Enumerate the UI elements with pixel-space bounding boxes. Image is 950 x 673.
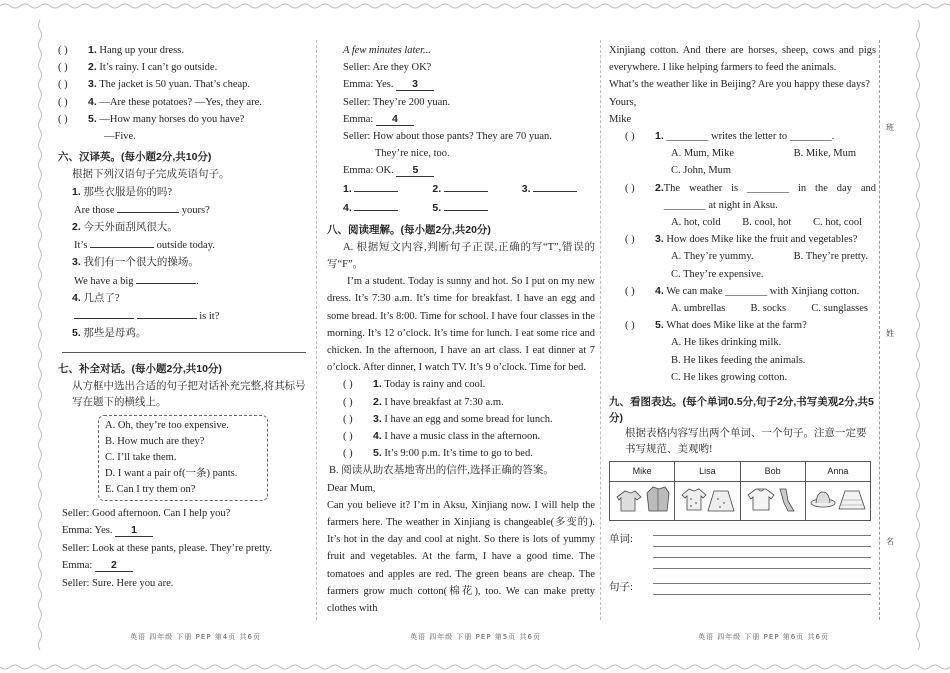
dialog-answer-blank[interactable]: 3 — [396, 78, 434, 91]
match-item: ( ) 3. The jacket is 50 yuan. That’s cheap. — [58, 78, 251, 91]
section-9-title: 九、看图表达。(每个单词0.5分,句子2分,书写美观2分,共5分) — [609, 396, 874, 425]
letter-closing: Yours, — [609, 96, 637, 108]
section-8a-instruction: A. 根据短文内容,判断句子正误,正确的写“T”,错误的写“F”。 — [327, 241, 595, 271]
tf-item: ( ) 1. Today is rainy and cool. — [343, 378, 486, 391]
section-9-instruction: 根据表格内容写出两个单词、一个句子。注意一定要书写规范、美观哟! — [625, 428, 867, 456]
column-middle — [327, 42, 595, 617]
match-item: ( ) 5. —How many horses do you have? — [58, 112, 245, 125]
mcq-item: ( ) 1. ________ writes the letter to ________. A. Mum, Mike B. Mike, Mum C. John, Mum — [625, 130, 856, 177]
side-mark: 班 — [886, 123, 894, 132]
side-mark: 姓 — [886, 329, 894, 338]
column-divider — [600, 40, 601, 620]
bottom-wave-border — [0, 663, 950, 673]
translation-answer: It’s outside today. — [58, 236, 308, 254]
dialog-part-1: Seller: Good afternoon. Can I help you? Emma: Yes. 1 Seller: Look at these pants, please. They’re pretty. Emma: 2 Seller: Sure. Here you are. — [62, 507, 273, 590]
scene-note: A few minutes later... — [343, 45, 431, 56]
translation-item: 5. 那些是母鸡。 — [72, 327, 147, 340]
answer-blank[interactable] — [354, 180, 398, 192]
sentence-label: 句子: — [609, 582, 633, 594]
table-header: Lisa — [675, 462, 740, 482]
answer-blank[interactable] — [136, 272, 196, 284]
tf-item: ( ) 4. I have a music class in the afternoon. — [343, 430, 541, 443]
column-left — [58, 42, 308, 593]
answer-line[interactable] — [62, 352, 306, 353]
tf-item: ( ) 2. I have breakfast at 7:30 a.m. — [343, 395, 504, 408]
dialog-answer-blank[interactable]: 4 — [376, 113, 414, 126]
anna-clothes-picture — [805, 482, 870, 521]
right-wave-border — [914, 0, 922, 673]
bob-clothes-picture — [740, 482, 805, 521]
table-header: Mike — [610, 462, 675, 482]
dialog-answer-blank[interactable]: 1 — [115, 524, 153, 537]
top-wave-border — [0, 0, 950, 10]
reading-passage-b-continued: Xinjiang cotton. And there are horses, sheep, cows and pigs everywhere. I like helping farmers to feed the animals. — [609, 45, 876, 74]
dialog-answer-blank[interactable]: 2 — [95, 559, 133, 572]
section-8-title: 八、阅读理解。(每小题2分,共20分) — [327, 223, 491, 236]
translation-item: 4. 几点了? — [72, 291, 120, 304]
translation-answer: We have a big . — [58, 272, 308, 290]
table-header: Anna — [805, 462, 870, 482]
answer-blank[interactable] — [137, 307, 197, 319]
tf-item: ( ) 5. It’s 9:00 p.m. It’s time to go to bed. — [343, 447, 533, 460]
section-7-title: 七、补全对话。(每小题2分,共10分) — [58, 363, 222, 376]
translation-item: 1. 那些衣服是你的吗? — [72, 185, 173, 198]
table-header: Bob — [740, 462, 805, 482]
reading-passage-b: Can you believe it? I’m in Aksu, Xinjiang now. I will help the farmers here. The weather in Xinjiang is changeable(多变的). It’s hot in the day and cool at night. So there is lots of yummy fruit and vegetables. At the farm, I have a good time. The tomatoes and apples are red. The green beans are cheap. The farmers grow much cotton(棉花), too. We can make pretty clothes with — [327, 499, 595, 615]
answer-line[interactable] — [653, 586, 871, 595]
column-right — [609, 42, 876, 597]
word-answer-area — [609, 527, 876, 571]
match-item: ( ) 1. Hang up your dress. — [58, 44, 184, 56]
option-item: D. I want a pair of(一条) pants. — [105, 467, 238, 479]
option-item: E. Can I try them on? — [105, 483, 196, 495]
mcq-item: ( ) 4. We can make ________ with Xinjiang cotton. A. umbrellas B. socks C. sunglasses — [625, 284, 868, 315]
options-box — [98, 415, 268, 501]
answer-blank[interactable] — [117, 201, 179, 213]
tf-item: ( ) 3. I have an egg and some bread for lunch. — [343, 412, 553, 425]
true-false-list — [327, 376, 595, 462]
section-7-instruction: 从方框中选出合适的句子把对话补充完整,将其标号写在题下的横线上。 — [72, 380, 306, 408]
shirt-jacket-icon — [613, 483, 671, 513]
answer-blank[interactable] — [74, 307, 134, 319]
match-item: ( ) 2. It’s rainy. I can’t go outside. — [58, 61, 218, 74]
clothes-table — [609, 461, 871, 521]
answer-blank[interactable] — [444, 180, 488, 192]
hat-skirt-icon — [809, 483, 867, 513]
dialog-part-2: Seller: Are they OK? Emma: Yes. 3 Seller: They’re 200 yuan. Emma: 4 Seller: How about those pants? They are 70 yuan. They’re nice, too. Emma: OK. 5 — [343, 62, 552, 177]
reading-passage-a: I’m a student. Today is sunny and hot. So I put on my new dress. It’s 7:30 a.m. It’s time for breakfast. I have an egg and some bread. It’s 8:00. Time for school. I have four classes in the morning. It’s 12 o’clock. It’s time for lunch. I eat some rice and chicken. In the afternoon, I have an art class. I eat dinner at 7 o’clock. After dinner, I watch TV. It’s 9 o’clock. Time for bed. — [327, 276, 595, 374]
answer-line[interactable] — [653, 549, 871, 558]
column-divider — [316, 40, 317, 620]
answer-blank[interactable] — [533, 180, 577, 192]
word-label: 单词: — [609, 534, 633, 546]
translation-answer: is it? — [58, 307, 308, 325]
answer-line[interactable] — [653, 527, 871, 536]
answer-line[interactable] — [653, 575, 871, 584]
mcq-item: ( ) 3. How does Mike like the fruit and vegetables? A. They’re yummy. B. They’re pretty. C. They’re expensive. — [625, 233, 868, 280]
translation-answer: Are those yours? — [58, 201, 308, 219]
mcq-item: ( ) 5. What does Mike like at the farm? A. He likes drinking milk. B. He likes feeding the animals. C. He likes growing cotton. — [625, 319, 807, 383]
option-item: A. Oh, they’re too expensive. — [105, 419, 229, 431]
binding-line — [879, 40, 880, 620]
answer-line[interactable] — [653, 538, 871, 547]
answer-line[interactable] — [653, 560, 871, 569]
page-footer: 英语 四年级 下册 PEP 第5页 共6页 — [410, 633, 541, 641]
letter-question: What’s the weather like in Beijing? Are you happy these days? — [609, 79, 870, 91]
answer-blanks: 1. 2. 3. 4. 5. — [327, 180, 595, 218]
option-item: B. How much are they? — [105, 435, 205, 447]
match-item-answer: —Five. — [104, 131, 136, 143]
option-item: C. I’ll take them. — [105, 451, 177, 463]
answer-blank[interactable] — [444, 199, 488, 211]
letter-signature: Mike — [609, 113, 632, 125]
sweater-scarf-icon — [744, 483, 802, 513]
section-6-title: 六、汉译英。(每小题2分,共10分) — [58, 151, 212, 164]
lisa-clothes-picture — [675, 482, 740, 521]
sentence-answer-area — [609, 575, 876, 597]
left-wave-border — [36, 0, 44, 673]
section-8b-instruction: B. 阅读从助农基地寄出的信件,选择正确的答案。 — [329, 465, 554, 477]
letter-salutation: Dear Mum, — [327, 482, 376, 494]
mike-clothes-picture — [610, 482, 675, 521]
mcq-item: ( ) 2. The weather is ________ in the day and ________ at night in Aksu. A. hot, cold B. cool, hot C. hot, cool — [625, 181, 876, 229]
answer-blank[interactable] — [90, 236, 154, 248]
page-footer: 英语 四年级 下册 PEP 第6页 共6页 — [698, 633, 829, 641]
page-footer: 英语 四年级 下册 PEP 第4页 共6页 — [130, 633, 261, 641]
dialog-answer-blank[interactable]: 5 — [396, 164, 434, 177]
side-mark: 名 — [886, 537, 894, 546]
shirt-skirt-icon — [678, 483, 736, 513]
translation-item: 3. 我们有一个很大的操场。 — [72, 256, 199, 269]
match-item: ( ) 4. —Are these potatoes? —Yes, they are. — [58, 95, 262, 108]
answer-blank[interactable] — [354, 199, 398, 211]
section-6-instruction: 根据下列汉语句子完成英语句子。 — [72, 169, 230, 181]
translation-item: 2. 今天外面刮风很大。 — [72, 221, 178, 234]
